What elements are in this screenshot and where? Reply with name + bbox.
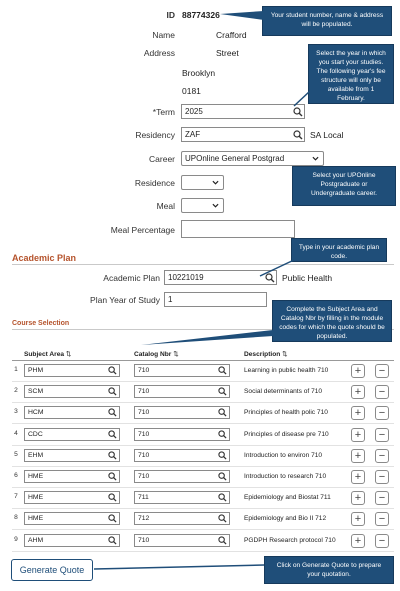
subject-area-input[interactable]: HME [24,512,120,525]
plan-year-label: Plan Year of Study [90,295,160,305]
academic-plan-description: Public Health [282,273,333,283]
student-id: 88774326 [182,10,220,20]
header-description[interactable]: Description ⇅ [244,351,288,358]
row-number: 1 [14,366,18,373]
sort-icon: ⇅ [65,351,72,358]
remove-row-button[interactable]: − [375,449,389,463]
subject-lookup-icon[interactable] [108,430,117,441]
course-description: Principles of disease pre 710 [244,430,329,438]
subject-lookup-icon[interactable] [108,408,117,419]
row-divider [12,423,394,424]
row-divider [12,551,394,552]
address-line-3: 0181 [182,86,201,96]
catalog-nbr-input[interactable]: 710 [134,470,230,483]
row-number: 2 [14,387,18,395]
term-lookup-icon[interactable] [293,107,303,117]
row-divider [12,487,394,488]
residency-label: Residency [135,130,175,140]
catalog-lookup-icon[interactable] [218,472,227,483]
row-divider [12,381,394,382]
meal-chevron-down-icon [212,202,219,209]
subject-area-input[interactable]: AHM [24,534,120,547]
residency-description: SA Local [310,130,344,140]
plan-year-value: 1 [168,295,173,304]
subject-area-input[interactable]: PHM [24,364,120,377]
meal-label: Meal [156,201,175,211]
row-number: 5 [14,450,18,458]
callout-courses-arrow [140,330,274,346]
residency-input[interactable] [181,127,305,142]
row-number: 8 [14,514,18,522]
row-divider [12,508,394,509]
career-chevron-down-icon [312,155,319,162]
row-divider [12,466,394,467]
callout-student-info: Your student number, name & address will be populated. [262,6,392,36]
add-row-button[interactable]: + [351,491,365,505]
plan-year-input[interactable] [164,292,267,307]
row-number: 3 [14,408,18,416]
catalog-lookup-icon[interactable] [218,387,227,398]
academic-plan-value: 10221019 [168,273,204,282]
subject-area-input[interactable]: HME [24,491,120,504]
catalog-nbr-input[interactable]: 710 [134,449,230,462]
callout-courses: Complete the Subject Area and Catalog Nbr by filling in the module codes for which the quote should be populated. [272,300,392,342]
course-description: Epidemiology and Biostat 711 [244,494,331,502]
remove-row-button[interactable]: − [375,428,389,442]
student-name: Crafford [216,30,247,40]
callout-career: Select your UPOnline Postgraduate or Undergraduate career. [292,166,396,206]
name-label: Name [152,30,175,40]
generate-quote-button[interactable]: Generate Quote [11,559,93,581]
subject-lookup-icon[interactable] [108,387,117,398]
catalog-nbr-input[interactable]: 710 [134,385,230,398]
add-row-button[interactable]: + [351,470,365,484]
remove-row-button[interactable]: − [375,534,389,548]
callout-quote-arrow [93,562,265,572]
row-number: 4 [14,429,18,437]
residence-label: Residence [134,178,175,188]
term-input[interactable] [181,104,305,119]
subject-lookup-icon[interactable] [108,536,117,547]
address-line-1: Street [216,48,239,58]
catalog-nbr-input[interactable]: 710 [134,364,230,377]
add-row-button[interactable]: + [351,406,365,420]
add-row-button[interactable]: + [351,385,365,399]
remove-row-button[interactable]: − [375,470,389,484]
catalog-lookup-icon[interactable] [218,493,227,504]
catalog-lookup-icon[interactable] [218,536,227,547]
remove-row-button[interactable]: − [375,406,389,420]
subject-lookup-icon[interactable] [108,493,117,504]
add-row-button[interactable]: + [351,449,365,463]
catalog-lookup-icon[interactable] [218,514,227,525]
career-label: Career [149,154,175,164]
remove-row-button[interactable]: − [375,491,389,505]
catalog-nbr-input[interactable]: 710 [134,406,230,419]
row-divider [12,402,394,403]
callout-plan: Type in your academic plan code. [291,238,387,262]
subject-lookup-icon[interactable] [108,472,117,483]
course-description: Epidemiology and Bio II 712 [244,515,327,523]
catalog-nbr-input[interactable]: 711 [134,491,230,504]
subject-area-input[interactable]: CDC [24,428,120,441]
add-row-button[interactable]: + [351,534,365,548]
meal-select[interactable] [181,198,224,213]
sort-icon: ⇅ [173,351,179,358]
address-label: Address [143,48,175,58]
residence-chevron-down-icon [212,179,219,186]
meal-percentage-input[interactable] [181,220,295,238]
row-divider [12,445,394,446]
meal-percentage-label: Meal Percentage [110,225,175,235]
catalog-lookup-icon[interactable] [218,430,227,441]
row-divider [12,529,394,530]
remove-row-button[interactable]: − [375,385,389,399]
add-row-button[interactable]: + [351,364,365,378]
subject-lookup-icon[interactable] [108,451,117,462]
row-number: 6 [14,472,18,479]
subject-lookup-icon[interactable] [108,514,117,525]
header-subject-area[interactable]: Subject Area ⇅ [24,351,72,358]
catalog-lookup-icon[interactable] [218,366,227,377]
row-number: 9 [14,535,18,543]
catalog-nbr-input[interactable]: 710 [134,534,230,547]
add-row-button[interactable]: + [351,428,365,442]
id-label: ID [166,10,175,20]
course-description: Introduction to environ 710 [244,451,323,459]
academic-plan-label: Academic Plan [103,273,160,283]
career-value: UPOnline General Postgrad [185,154,285,163]
catalog-lookup-icon[interactable] [218,451,227,462]
table-header-divider [12,360,394,361]
career-select[interactable] [181,151,324,166]
callout-quote: Click on Generate Quote to prepare your quotation. [264,556,394,584]
callout-term: Select the year in which you start your studies. The following year's fee structure will only be available from 1 February. [308,44,394,104]
row-number: 7 [14,493,18,501]
academic-plan-title: Academic Plan [12,253,77,263]
remove-row-button[interactable]: − [375,512,389,526]
callout-term-arrow [292,90,312,108]
course-description: Introduction to research 710 [244,473,327,480]
term-label: *Term [152,107,175,117]
header-catalog-nbr[interactable]: Catalog Nbr ⇅ [134,351,179,358]
term-value: 2025 [185,107,203,116]
add-row-button[interactable]: + [351,512,365,526]
remove-row-button[interactable]: − [375,364,389,378]
catalog-lookup-icon[interactable] [218,408,227,419]
address-line-2: Brooklyn [182,68,216,78]
callout-student-info-arrow [220,10,265,22]
callout-plan-arrow [258,258,298,278]
course-description: Principles of health polic 710 [244,409,328,417]
course-selection-title: Course Selection [12,320,70,327]
subject-area-input[interactable]: HCM [24,406,120,419]
subject-area-input[interactable]: EHM [24,449,120,462]
course-description: PGDPH Research protocol 710 [244,536,336,544]
academic-plan-divider [12,264,394,265]
subject-area-input[interactable]: HME [24,470,120,483]
subject-lookup-icon[interactable] [108,366,117,377]
subject-area-input[interactable]: SCM [24,385,120,398]
residency-value: ZAF [185,130,201,139]
residency-lookup-icon[interactable] [293,130,303,140]
catalog-nbr-input[interactable]: 712 [134,512,230,525]
course-description: Social determinants of 710 [244,388,323,396]
sort-icon: ⇅ [282,351,288,358]
course-description: Learning in public health 710 [244,367,329,374]
catalog-nbr-input[interactable]: 710 [134,428,230,441]
residence-select[interactable] [181,175,224,190]
